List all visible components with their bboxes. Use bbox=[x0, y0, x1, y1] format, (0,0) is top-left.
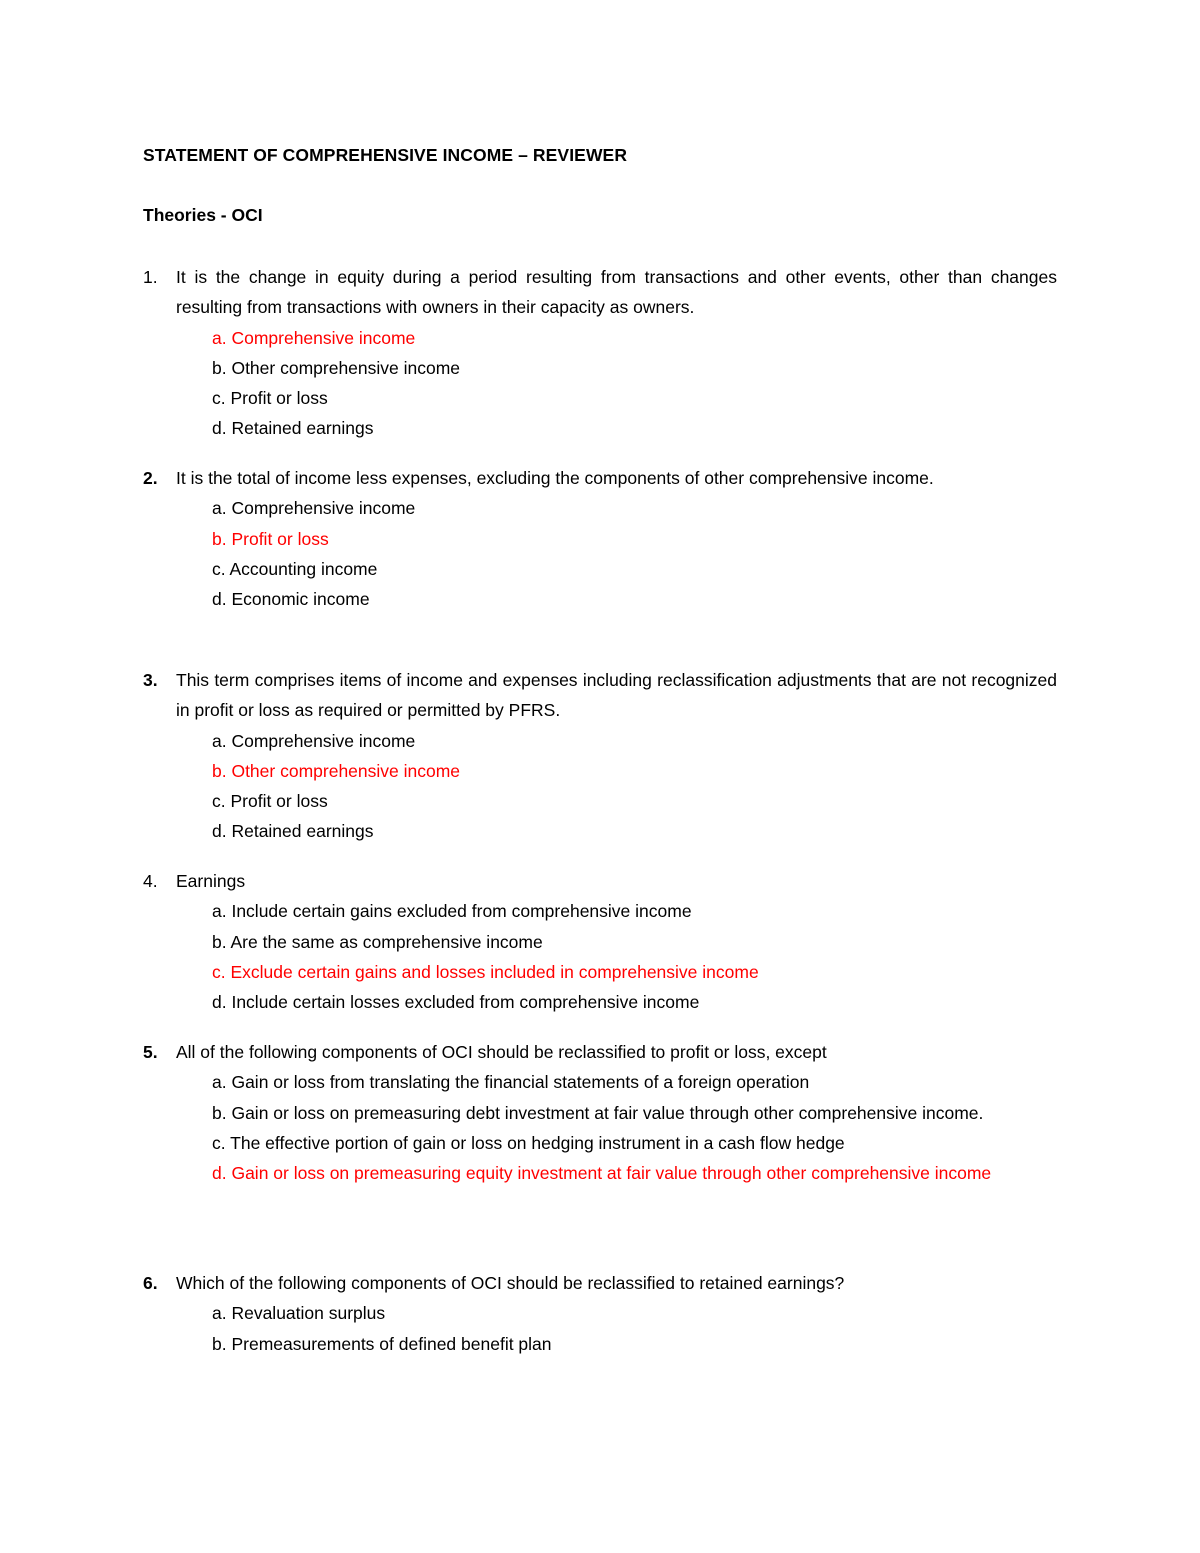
option-list bbox=[212, 896, 1057, 1017]
option-d: d. Economic income bbox=[212, 589, 370, 610]
option-list bbox=[212, 1067, 1057, 1188]
option-c: c. Profit or loss bbox=[212, 388, 328, 409]
option-list bbox=[212, 323, 1057, 444]
question-5 bbox=[143, 1037, 1057, 1188]
question-2 bbox=[143, 463, 1057, 614]
option-c: c. The effective portion of gain or loss on hedging instrument in a cash flow hedge bbox=[212, 1132, 845, 1153]
question-text: It is the total of income less expenses, excluding the components of other comprehensive income. bbox=[176, 468, 934, 488]
question-number: 3. bbox=[143, 670, 158, 690]
question-number: 5. bbox=[143, 1042, 158, 1062]
question-text: All of the following components of OCI should be reclassified to profit or loss, except bbox=[176, 1042, 827, 1062]
option-c: c. Profit or loss bbox=[212, 791, 328, 812]
question-text: This term comprises items of income and expenses including reclassification adjustments that are not recognized in profit or loss as required or permitted by PFRS. bbox=[176, 670, 1057, 721]
option-b: b. Profit or loss bbox=[212, 528, 329, 549]
question-3 bbox=[143, 665, 1057, 847]
option-list bbox=[212, 1298, 1057, 1359]
option-a: a. Gain or loss from translating the financial statements of a foreign operation bbox=[212, 1072, 810, 1093]
option-b: b. Other comprehensive income bbox=[212, 760, 461, 781]
option-b: b. Gain or loss on premeasuring debt investment at fair value through other comprehensive income. bbox=[212, 1102, 984, 1123]
option-list bbox=[212, 726, 1057, 847]
option-d: d. Retained earnings bbox=[212, 418, 374, 439]
question-text: It is the change in equity during a period resulting from transactions and other events, other than changes resulting from transactions with owners in their capacity as owners. bbox=[176, 267, 1057, 318]
option-c: c. Exclude certain gains and losses included in comprehensive income bbox=[212, 961, 759, 982]
question-number: 2. bbox=[143, 468, 158, 488]
option-b: b. Are the same as comprehensive income bbox=[212, 931, 543, 952]
question-number: 1. bbox=[143, 267, 158, 287]
option-b: b. Premeasurements of defined benefit plan bbox=[212, 1333, 552, 1354]
option-c: c. Accounting income bbox=[212, 558, 378, 579]
question-number: 4. bbox=[143, 871, 158, 891]
option-a: a. Comprehensive income bbox=[212, 498, 416, 519]
document-title: STATEMENT OF COMPREHENSIVE INCOME – REVIEWER bbox=[143, 145, 628, 165]
option-d: d. Retained earnings bbox=[212, 821, 374, 842]
question-4 bbox=[143, 866, 1057, 1017]
option-list bbox=[212, 493, 1057, 614]
question-1 bbox=[143, 262, 1057, 444]
option-a: a. Comprehensive income bbox=[212, 327, 416, 348]
option-d: d. Include certain losses excluded from comprehensive income bbox=[212, 992, 700, 1013]
question-text: Which of the following components of OCI should be reclassified to retained earnings? bbox=[176, 1273, 845, 1293]
question-6 bbox=[143, 1268, 1057, 1359]
option-a: a. Comprehensive income bbox=[212, 730, 416, 751]
question-number: 6. bbox=[143, 1273, 158, 1293]
question-text: Earnings bbox=[176, 871, 246, 891]
option-a: a. Revaluation surplus bbox=[212, 1303, 386, 1324]
section-heading: Theories - OCI bbox=[143, 205, 263, 225]
option-d: d. Gain or loss on premeasuring equity investment at fair value through other comprehensive income bbox=[212, 1163, 992, 1184]
option-b: b. Other comprehensive income bbox=[212, 357, 461, 378]
option-a: a. Include certain gains excluded from comprehensive income bbox=[212, 901, 692, 922]
